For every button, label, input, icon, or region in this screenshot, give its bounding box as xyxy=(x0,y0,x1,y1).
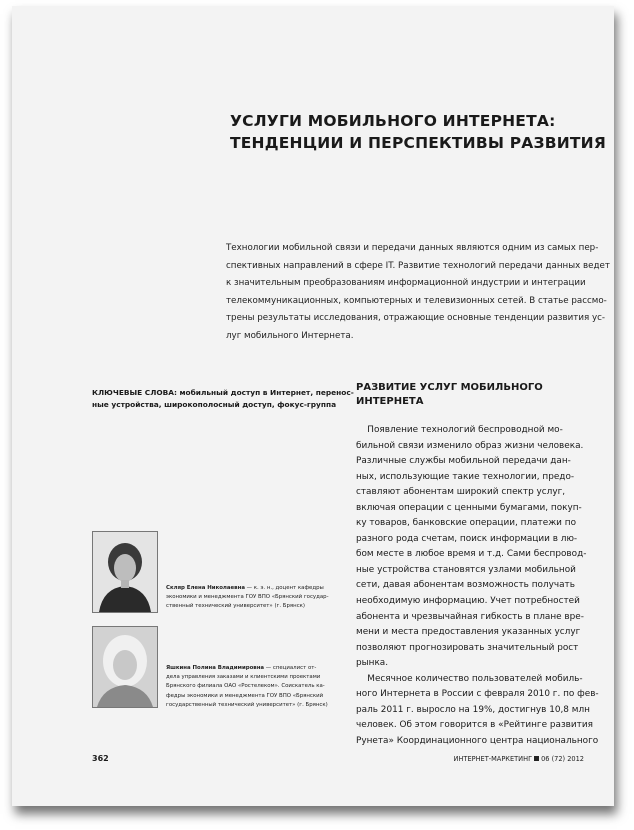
body-text-line: абонента и чрезвычайная гибкость в плане вре- xyxy=(356,611,584,622)
abstract-line: трены результаты исследования, отражающие основные тенденции развития ус- xyxy=(226,313,606,323)
body-text-line: бом месте в любое время и т.д. Сами беспровод- xyxy=(356,549,587,560)
body-text-line: раль 2011 г. выросло на 19%, достигнув 10,8 млн xyxy=(356,704,590,715)
body-text-line: ного Интернета в России с февраля 2010 г. по фев- xyxy=(356,689,599,700)
page-number: 362 xyxy=(92,754,109,763)
abstract-line: спективных направлений в сфере IT. Развитие технологий передачи данных ведет xyxy=(226,260,610,271)
article-title xyxy=(230,110,610,154)
author-photo-2 xyxy=(92,626,158,708)
square-separator-icon xyxy=(534,756,539,761)
section-heading-line: РАЗВИТИЕ УСЛУГ МОБИЛЬНОГО xyxy=(356,382,543,393)
keywords-line: ные устройства, широкополосный доступ, фокус-группа xyxy=(92,400,337,409)
author-bio-1: Скляр Елена Николаевна — к. э. н., доцент кафедры экономики и менеджмента ГОУ ВПО «Брянский государ- ственный технический университет» (г. Брянск) xyxy=(166,584,346,612)
body-text xyxy=(356,423,606,749)
body-text-line: мени и места предоставления указанных услуг xyxy=(356,627,581,638)
footer-magazine xyxy=(454,755,584,763)
section-heading xyxy=(356,381,606,409)
author-bio-line: ственный технический университет» (г. Брянск) xyxy=(166,603,306,610)
body-text-line: бильной связи изменило образ жизни человека. xyxy=(356,440,584,451)
author-bio-line: федры экономики и менеджмента ГОУ ВПО «Брянский xyxy=(166,692,324,699)
abstract-line: луг мобильного Интернета. xyxy=(226,330,354,341)
author-name: Яшкина Полина Владимировна xyxy=(166,665,265,671)
section-heading-line: ИНТЕРНЕТА xyxy=(356,396,424,407)
body-text-line: разного рода счетам, поиск информации в лю- xyxy=(356,533,578,544)
body-text-line: Рунета» Координационного центра национального xyxy=(356,735,599,746)
magazine-page xyxy=(12,6,614,806)
body-text-line: позволяют прогнозировать значительный рост xyxy=(356,642,579,653)
abstract-line: телекоммуникационных, компьютерных и телевизионных сетей. В статье рассмо- xyxy=(226,295,607,306)
author-bio-line: дела управления заказами и клиентскими проектами xyxy=(166,674,321,681)
body-text-line: рынка. xyxy=(356,658,389,669)
body-text-line: ные устройства становятся узлами мобильной xyxy=(356,564,576,575)
magazine-name: ИНТЕРНЕТ-МАРКЕТИНГ xyxy=(453,755,533,763)
author-photo-1 xyxy=(92,531,158,613)
article-abstract xyxy=(226,240,610,345)
body-text-line: Различные службы мобильной передачи дан- xyxy=(356,456,571,467)
body-text-line: необходимую информацию. Учет потребностей xyxy=(356,596,580,607)
body-text-line: ку товаров, банковские операции, платежи по xyxy=(356,518,577,529)
title-line-1: УСЛУГИ МОБИЛЬНОГО ИНТЕРНЕТА: xyxy=(230,112,556,130)
abstract-line: к значительным преобразованиям информационной индустрии и интеграции xyxy=(226,278,586,288)
author-bio-line: государственный технический университет» (г. Брянск) xyxy=(166,701,328,708)
keywords xyxy=(92,387,354,411)
body-text-line: включая операции с ценными бумагами, покуп- xyxy=(356,502,582,513)
author-bio-2: Яшкина Полина Владимировна — специалист от- дела управления заказами и клиентскими проектами Брянского филиала ОАО «Ростелеком». Соискатель ка- федры экономики и менеджмента ГОУ ВПО «Брянский государственный технический университет» (г. Брянск) xyxy=(166,664,346,710)
body-text-line: ставляют абонентам широкий спектр услуг, xyxy=(356,487,566,498)
author-bio-line: Брянского филиала ОАО «Ростелеком». Соискатель ка- xyxy=(166,683,325,690)
keywords-line: КЛЮЧЕВЫЕ СЛОВА: мобильный доступ в Интернет, перенос- xyxy=(92,388,354,397)
author-name: Скляр Елена Николаевна xyxy=(166,585,245,591)
title-line-2: ТЕНДЕНЦИИ И ПЕРСПЕКТИВЫ РАЗВИТИЯ xyxy=(230,134,606,152)
body-text-line: сети, давая абонентам возможность получать xyxy=(356,580,575,591)
body-text-line: ных, использующие такие технологии, предо- xyxy=(356,471,575,482)
body-text-line: Месячное количество пользователей мобиль- xyxy=(356,673,583,684)
body-text-line: человек. Об этом говорится в «Рейтинге развития xyxy=(356,720,593,731)
issue-number: 06 (72) 2012 xyxy=(541,755,584,763)
body-text-line: Появление технологий беспроводной мо- xyxy=(356,425,563,435)
author-bio-line: экономики и менеджмента ГОУ ВПО «Брянский государ- xyxy=(166,594,329,601)
abstract-line: Технологии мобильной связи и передачи данных являются одним из самых пер- xyxy=(226,243,599,253)
